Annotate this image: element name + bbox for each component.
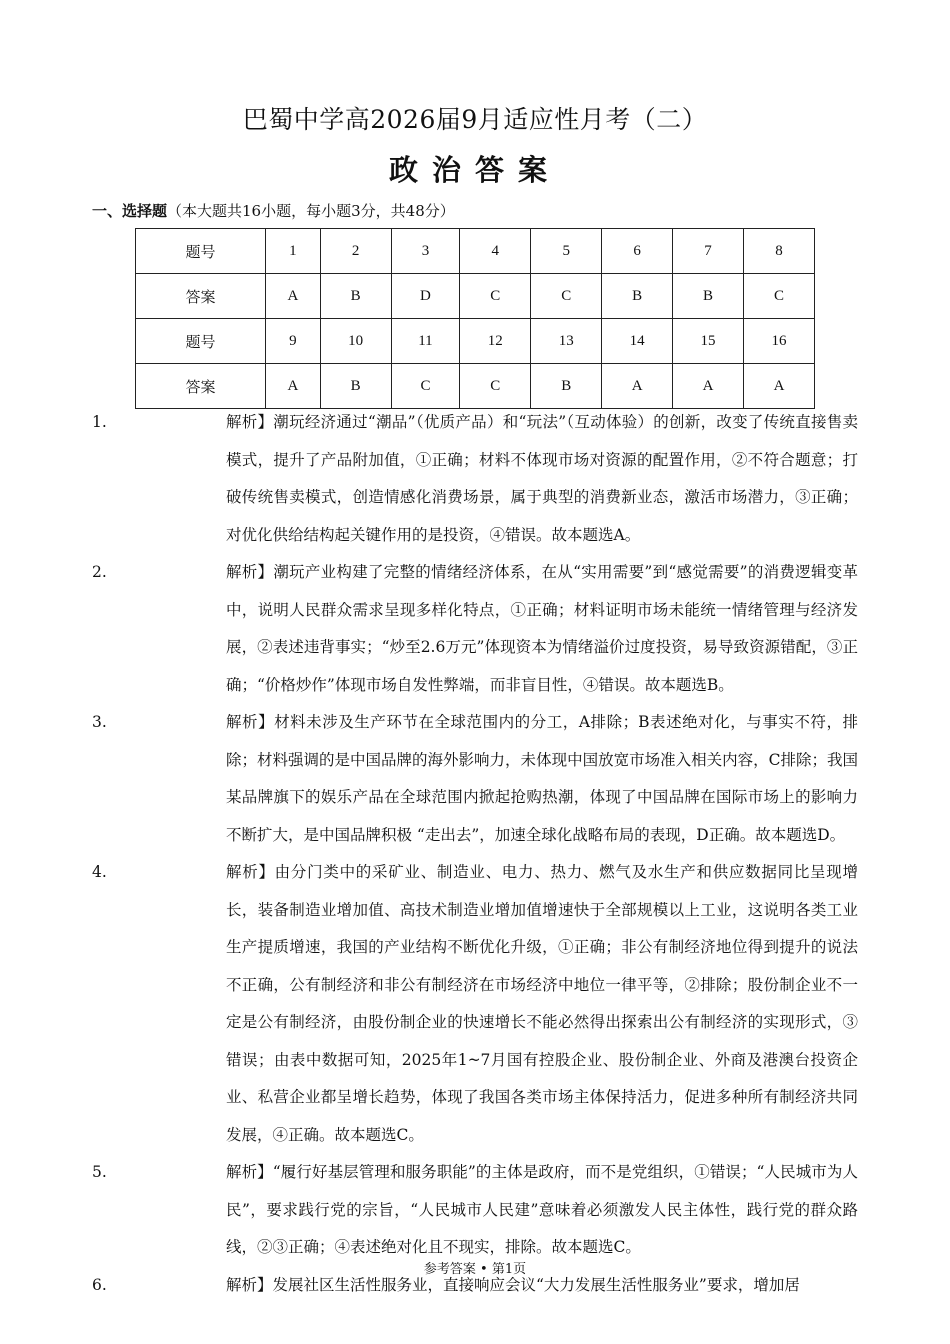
answer-cell: A (673, 364, 744, 409)
answer-cell: 16 (744, 319, 815, 364)
section-heading (92, 200, 455, 221)
explanation-item (92, 554, 858, 704)
item-number: 2. (92, 563, 107, 581)
row-header-cell: 答案 (136, 364, 266, 409)
answer-cell: 9 (266, 319, 321, 364)
item-text: 解析】“履行好基层管理和服务职能”的主体是政府，而不是党组织，①错误；“人民城市为人民”，要求践行党的宗旨，“人民城市人民建”意味着必须激发人民主体性，践行党的群众路线，②③正确；④表述绝对化且不现实，排除。故本题选C。 (226, 1163, 858, 1256)
item-text: 解析】潮玩经济通过“潮品”（优质产品）和“玩法”（互动体验）的创新，改变了传统直接售卖模式，提升了产品附加值，①正确；材料不体现市场对资源的配置作用，②不符合题意；打破传统售卖模式，创造情感化消费场景，属于典型的消费新业态，激活市场潜力，③正确；对优化供给结构起关键作用的是投资，④错误。故本题选A。 (226, 413, 858, 544)
answer-cell: C (460, 274, 531, 319)
answer-table-row (136, 274, 815, 319)
page-subtitle: 政治答案 (388, 153, 561, 187)
answer-table-row (136, 364, 815, 409)
item-text: 解析】发展社区生活性服务业，直接响应会议“大力发展生活性服务业”要求，增加居 (226, 1275, 800, 1294)
answer-cell: 4 (460, 229, 531, 274)
explanation-item (92, 854, 858, 1154)
answer-cell: C (744, 274, 815, 319)
answer-cell: 14 (602, 319, 673, 364)
row-header-cell: 题号 (136, 319, 266, 364)
item-text: 解析】潮玩产业构建了完整的情绪经济体系，在从“实用需要”到“感觉需要”的消费逻辑变革中，说明人民群众需求呈现多样化特点，①正确；材料证明市场未能统一情绪管理与经济发展，②表述违背事实；“炒至2.6万元”体现资本为情绪溢价过度投资，易导致资源错配，③正确；“价格炒作”体现市场自发性弊端，而非盲目性，④错误。故本题选B。 (226, 563, 858, 694)
answer-cell: 10 (320, 319, 391, 364)
answer-cell: A (266, 364, 321, 409)
answer-cell: C (391, 364, 460, 409)
section-note: （本大题共16小题，每小题3分，共48分） (167, 202, 455, 220)
page-footer: 参考答案 • 第1页 (423, 1262, 527, 1277)
answer-cell: 12 (460, 319, 531, 364)
answer-cell: A (744, 364, 815, 409)
page-title: 巴蜀中学高2026届9月适应性月考（二） (242, 105, 708, 134)
answer-cell: 5 (531, 229, 602, 274)
answer-cell: B (673, 274, 744, 319)
answer-cell: 3 (391, 229, 460, 274)
answer-cell: B (531, 364, 602, 409)
answer-cell: A (602, 364, 673, 409)
answer-cell: C (460, 364, 531, 409)
answer-cell: C (531, 274, 602, 319)
item-number: 4. (92, 863, 107, 881)
section-label: 一、选择题 (92, 202, 168, 220)
answer-cell: 13 (531, 319, 602, 364)
answer-cell: 8 (744, 229, 815, 274)
item-number: 5. (92, 1163, 107, 1181)
item-number: 3. (92, 713, 107, 731)
answer-cell: 7 (673, 229, 744, 274)
row-header-cell: 题号 (136, 229, 266, 274)
answer-cell: B (320, 274, 391, 319)
answer-table (135, 228, 815, 409)
answer-cell: A (266, 274, 321, 319)
answer-cell: 6 (602, 229, 673, 274)
item-text: 解析】材料未涉及生产环节在全球范围内的分工，A排除；B表述绝对化，与事实不符，排除；材料强调的是中国品牌的海外影响力，未体现中国放宽市场准入相关内容，C排除；我国某品牌旗下的娱乐产品在全球范围内掀起抢购热潮，体现了中国品牌在国际市场上的影响力不断扩大，是中国品牌积极 “走出去”，加速全球化战略布局的表现，D正确。故本题选D。 (226, 713, 858, 844)
answer-cell: 1 (266, 229, 321, 274)
explanation-item (92, 1154, 858, 1267)
answer-cell: D (391, 274, 460, 319)
answer-cell: 11 (391, 319, 460, 364)
explanation-item (92, 704, 858, 854)
row-header-cell: 答案 (136, 274, 266, 319)
explanation-list (92, 404, 858, 1304)
answer-table-row (136, 229, 815, 274)
answer-table-row (136, 319, 815, 364)
answer-cell: 2 (320, 229, 391, 274)
answer-cell: B (602, 274, 673, 319)
explanation-item (92, 404, 858, 554)
item-number: 1. (92, 413, 107, 431)
item-text: 解析】由分门类中的采矿业、制造业、电力、热力、燃气及水生产和供应数据同比呈现增长，装备制造业增加值、高技术制造业增加值增速快于全部规模以上工业，这说明各类工业生产提质增速，我国的产业结构不断优化升级，①正确；非公有制经济地位得到提升的说法不正确，公有制经济和非公有制经济在市场经济中地位一律平等，②排除；股份制企业不一定是公有制经济，由股份制企业的快速增长不能必然得出探索出公有制经济的实现形式，③错误；由表中数据可知，2025年1~7月国有控股企业、股份制企业、外商及港澳台投资企业、私营企业都呈增长趋势，体现了我国各类市场主体保持活力，促进多种所有制经济共同发展，④正确。故本题选C。 (226, 863, 858, 1144)
answer-cell: B (320, 364, 391, 409)
answer-cell: 15 (673, 319, 744, 364)
item-number: 6. (92, 1275, 107, 1294)
